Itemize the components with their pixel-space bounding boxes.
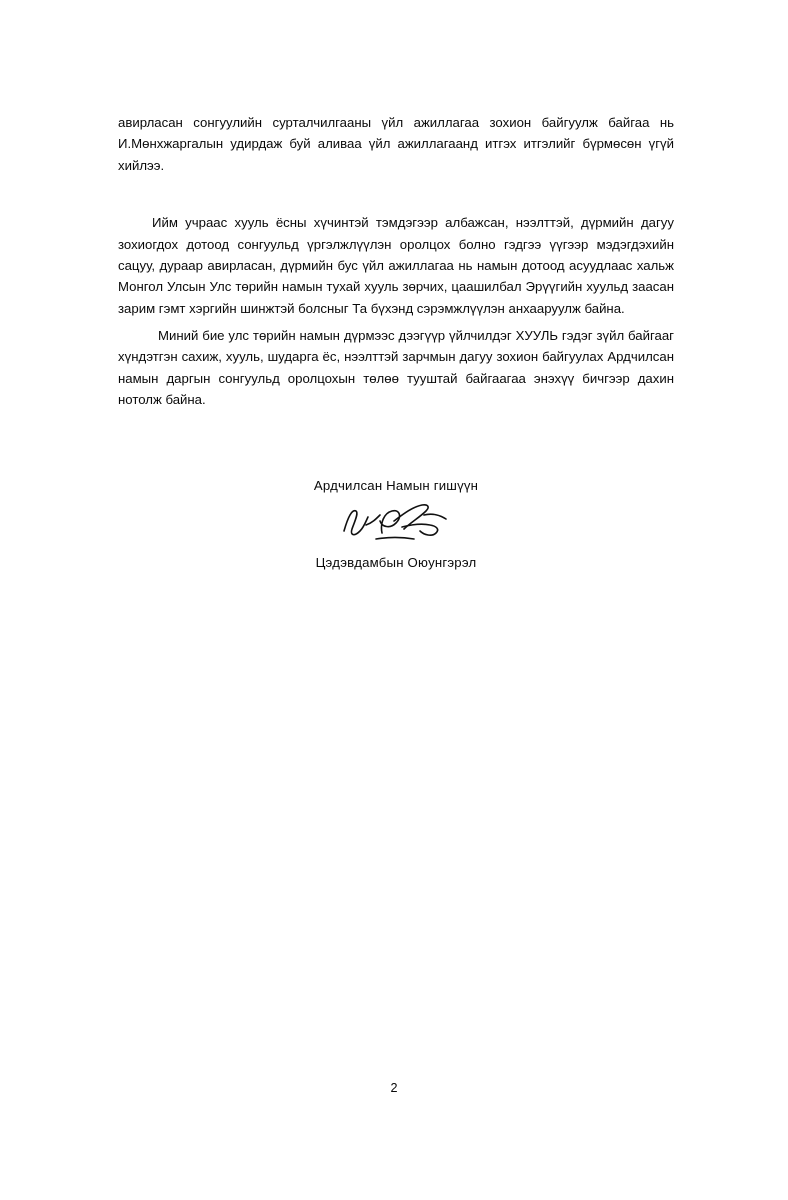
document-body bbox=[118, 112, 674, 411]
page-number: 2 bbox=[390, 1081, 398, 1095]
paragraph-3: Миний бие улс төрийн намын дүрмээс дээгүүр үйлчилдэг ХУУЛЬ гэдэг зүйл байгааг хүндэтгэн сахиж, хууль, шударга ёс, нээлттэй зарчмын дагуу зохион байгуулах Ардчилсан намын даргын сонгуульд оролцохын төлөө тууштай байгаагаа энэхүү бичгээр дахин нотолж байна. bbox=[118, 328, 674, 408]
signature-block bbox=[118, 478, 674, 570]
continued-paragraph: авирласан сонгуулийн сурталчилгааны үйл ажиллагаа зохион байгуулж байгаа нь И.Мөнхжаргалын удирдаж буй аливаа үйл ажиллагаанд итгэх итгэлийг бүрмөсөн үгүй хийлээ. bbox=[118, 115, 674, 173]
handwritten-signature-icon bbox=[118, 493, 674, 555]
paragraph-2: Ийм учраас хууль ёсны хүчинтэй тэмдэгээр албажсан, нээлттэй, дүрмийн дагуу зохиогдох дотоод сонгуульд үргэлжлүүлэн оролцох болно гэдгээ үүгээр мэдэгдэхийн сацуу, дураар авирласан, дүрмийн бус үйл ажиллагаа нь намын дотоод асуудлаас хальж Монгол Улсын Улс төрийн намын тухай хууль зөрчих, цаашилбал Эрүүгийн хуульд заасан зарим гэмт хэргийн шинжтэй болсныг Та бүхэнд сэрэмжлүүлэн анхааруулж байна. bbox=[118, 215, 674, 316]
signature-name: Цэдэвдамбын Оюунгэрэл bbox=[315, 555, 477, 570]
signature-role: Ардчилсан Намын гишүүн bbox=[313, 478, 479, 493]
paragraph-spacer bbox=[118, 176, 674, 212]
